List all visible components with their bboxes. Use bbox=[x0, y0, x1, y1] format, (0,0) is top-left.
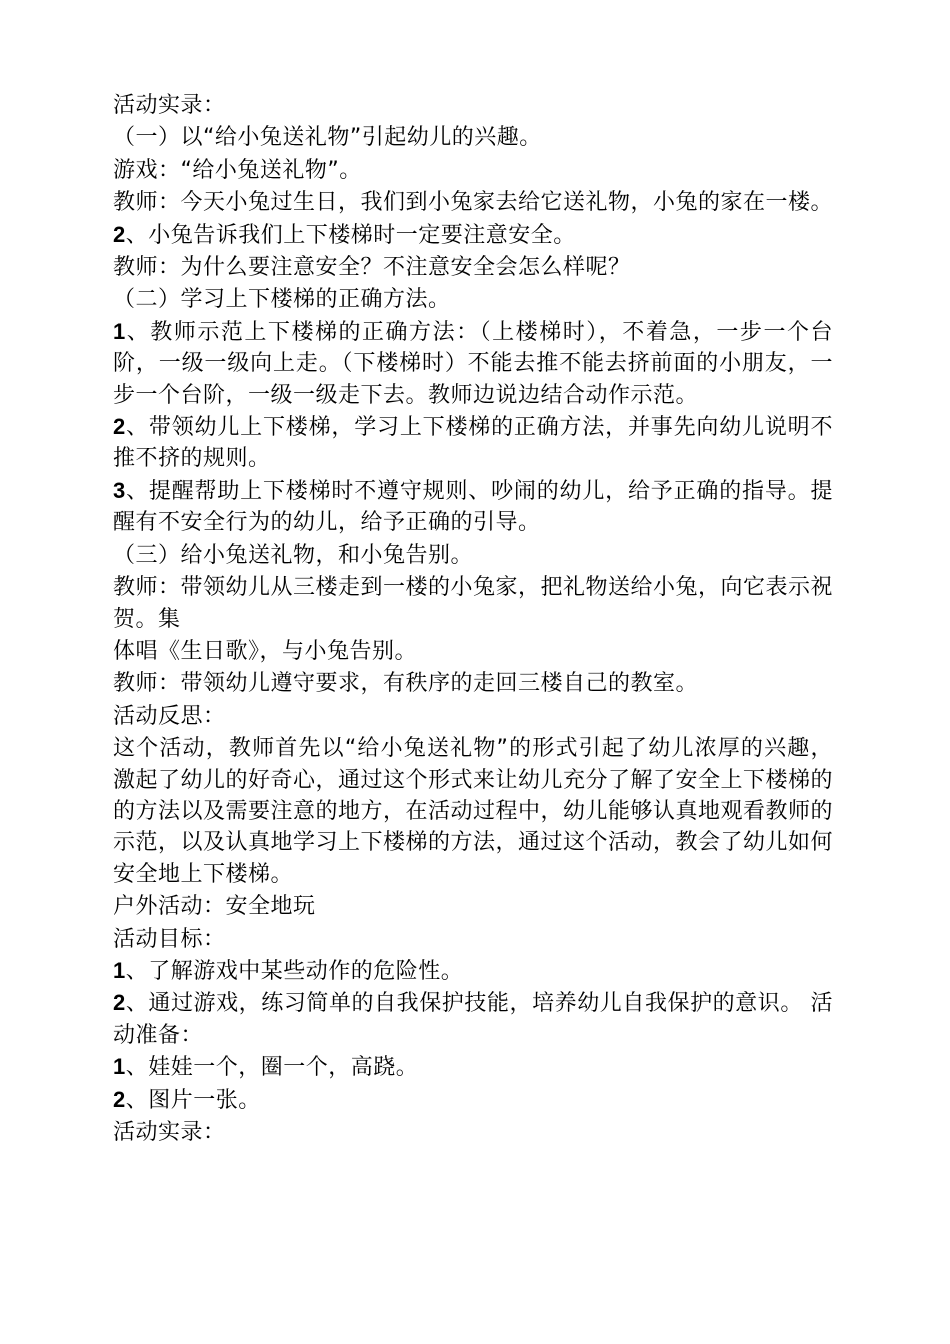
paragraph-text: 、教师示范上下楼梯的正确方法：（上楼梯时），不着急，一步一个台阶，一级一级向上走。（下楼梯时）不能去推不能去挤前面的小朋友，一步一个台阶，一级一级走下去。教师边说边结合动作示范。 bbox=[113, 319, 833, 408]
paragraph-text: 、了解游戏中某些动作的危险性。 bbox=[125, 958, 464, 984]
paragraph-text: 教师：带领幼儿从三楼走到一楼的小兔家，把礼物送给小兔，向它表示祝贺。集 bbox=[113, 575, 834, 632]
paragraph-text: 教师：为什么要注意安全？不注意安全会怎么样呢？ bbox=[113, 255, 631, 281]
paragraph-text: （三）给小兔送礼物，和小兔告别。 bbox=[113, 542, 474, 568]
paragraph bbox=[113, 987, 833, 1051]
paragraph bbox=[113, 121, 833, 153]
paragraph bbox=[113, 1084, 833, 1116]
paragraph bbox=[113, 283, 833, 315]
paragraph-text: 活动实录： bbox=[113, 93, 226, 118]
list-number: 2 bbox=[113, 221, 126, 247]
paragraph-text: 体唱《生日歌》，与小兔告别。 bbox=[113, 638, 418, 664]
paragraph-text: 教师：今天小兔过生日，我们到小兔家去给它送礼物，小兔的家在一楼。 bbox=[113, 190, 834, 216]
list-number: 1 bbox=[113, 1054, 126, 1080]
paragraph-text: 户外活动：安全地玩 bbox=[113, 894, 316, 920]
paragraph-text: 、图片一张。 bbox=[125, 1087, 261, 1113]
paragraph bbox=[113, 890, 833, 922]
paragraph bbox=[113, 316, 833, 411]
paragraph bbox=[113, 1116, 833, 1148]
paragraph bbox=[113, 700, 833, 732]
list-number: 1 bbox=[113, 957, 126, 983]
paragraph bbox=[113, 539, 833, 571]
paragraph bbox=[113, 251, 833, 283]
paragraph-text: 、带领幼儿上下楼梯，学习上下楼梯的正确方法，并事先向幼儿说明不推不挤的规则。 bbox=[113, 415, 833, 472]
paragraph bbox=[113, 667, 833, 699]
list-number: 2 bbox=[113, 990, 126, 1016]
paragraph-text: 活动实录： bbox=[113, 1120, 226, 1145]
paragraph bbox=[113, 411, 833, 475]
paragraph bbox=[113, 186, 833, 218]
paragraph-text: 教师：带领幼儿遵守要求，有秩序的走回三楼自己的教室。 bbox=[113, 671, 699, 697]
paragraph-text: 活动目标： bbox=[113, 926, 226, 952]
paragraph bbox=[113, 571, 833, 635]
document-page bbox=[113, 89, 833, 1148]
paragraph-text: 、娃娃一个，圈一个，高跷。 bbox=[125, 1055, 419, 1081]
list-number: 3 bbox=[113, 477, 126, 503]
paragraph-text: 这个活动，教师首先以“给小兔送礼物”的形式引起了幼儿浓厚的兴趣，激起了幼儿的好奇心，通过这个形式来让幼儿充分了解了安全上下楼梯的的方法以及需要注意的地方，在活动过程中，幼儿能够认真地观看教师的示范，以及认真地学习上下楼梯的方法，通过这个活动，教会了幼儿如何安全地上下楼梯。 bbox=[113, 736, 834, 887]
list-number: 2 bbox=[113, 414, 126, 440]
paragraph bbox=[113, 89, 833, 121]
paragraph-text: 游戏：“给小兔送礼物”。 bbox=[113, 157, 362, 183]
paragraph-text: （一）以“给小兔送礼物”引起幼儿的兴趣。 bbox=[113, 125, 542, 151]
paragraph bbox=[113, 475, 833, 539]
paragraph bbox=[113, 732, 833, 890]
paragraph-text: 、通过游戏，练习简单的自我保护技能，培养幼儿自我保护的意识。 活动准备： bbox=[113, 991, 833, 1048]
paragraph bbox=[113, 1051, 833, 1083]
list-number: 2 bbox=[113, 1086, 126, 1112]
paragraph-text: 活动反思： bbox=[113, 703, 226, 729]
paragraph-text: （二）学习上下楼梯的正确方法。 bbox=[113, 287, 451, 313]
paragraph-text: 、提醒帮助上下楼梯时不遵守规则、吵闹的幼儿，给予正确的指导。提醒有不安全行为的幼儿，给予正确的引导。 bbox=[113, 478, 833, 536]
paragraph bbox=[113, 955, 833, 987]
paragraph-text: 、小兔告诉我们上下楼梯时一定要注意安全。 bbox=[125, 222, 576, 248]
list-number: 1 bbox=[113, 318, 126, 344]
paragraph bbox=[113, 635, 833, 667]
paragraph bbox=[113, 219, 833, 251]
paragraph bbox=[113, 923, 833, 955]
paragraph bbox=[113, 154, 833, 186]
